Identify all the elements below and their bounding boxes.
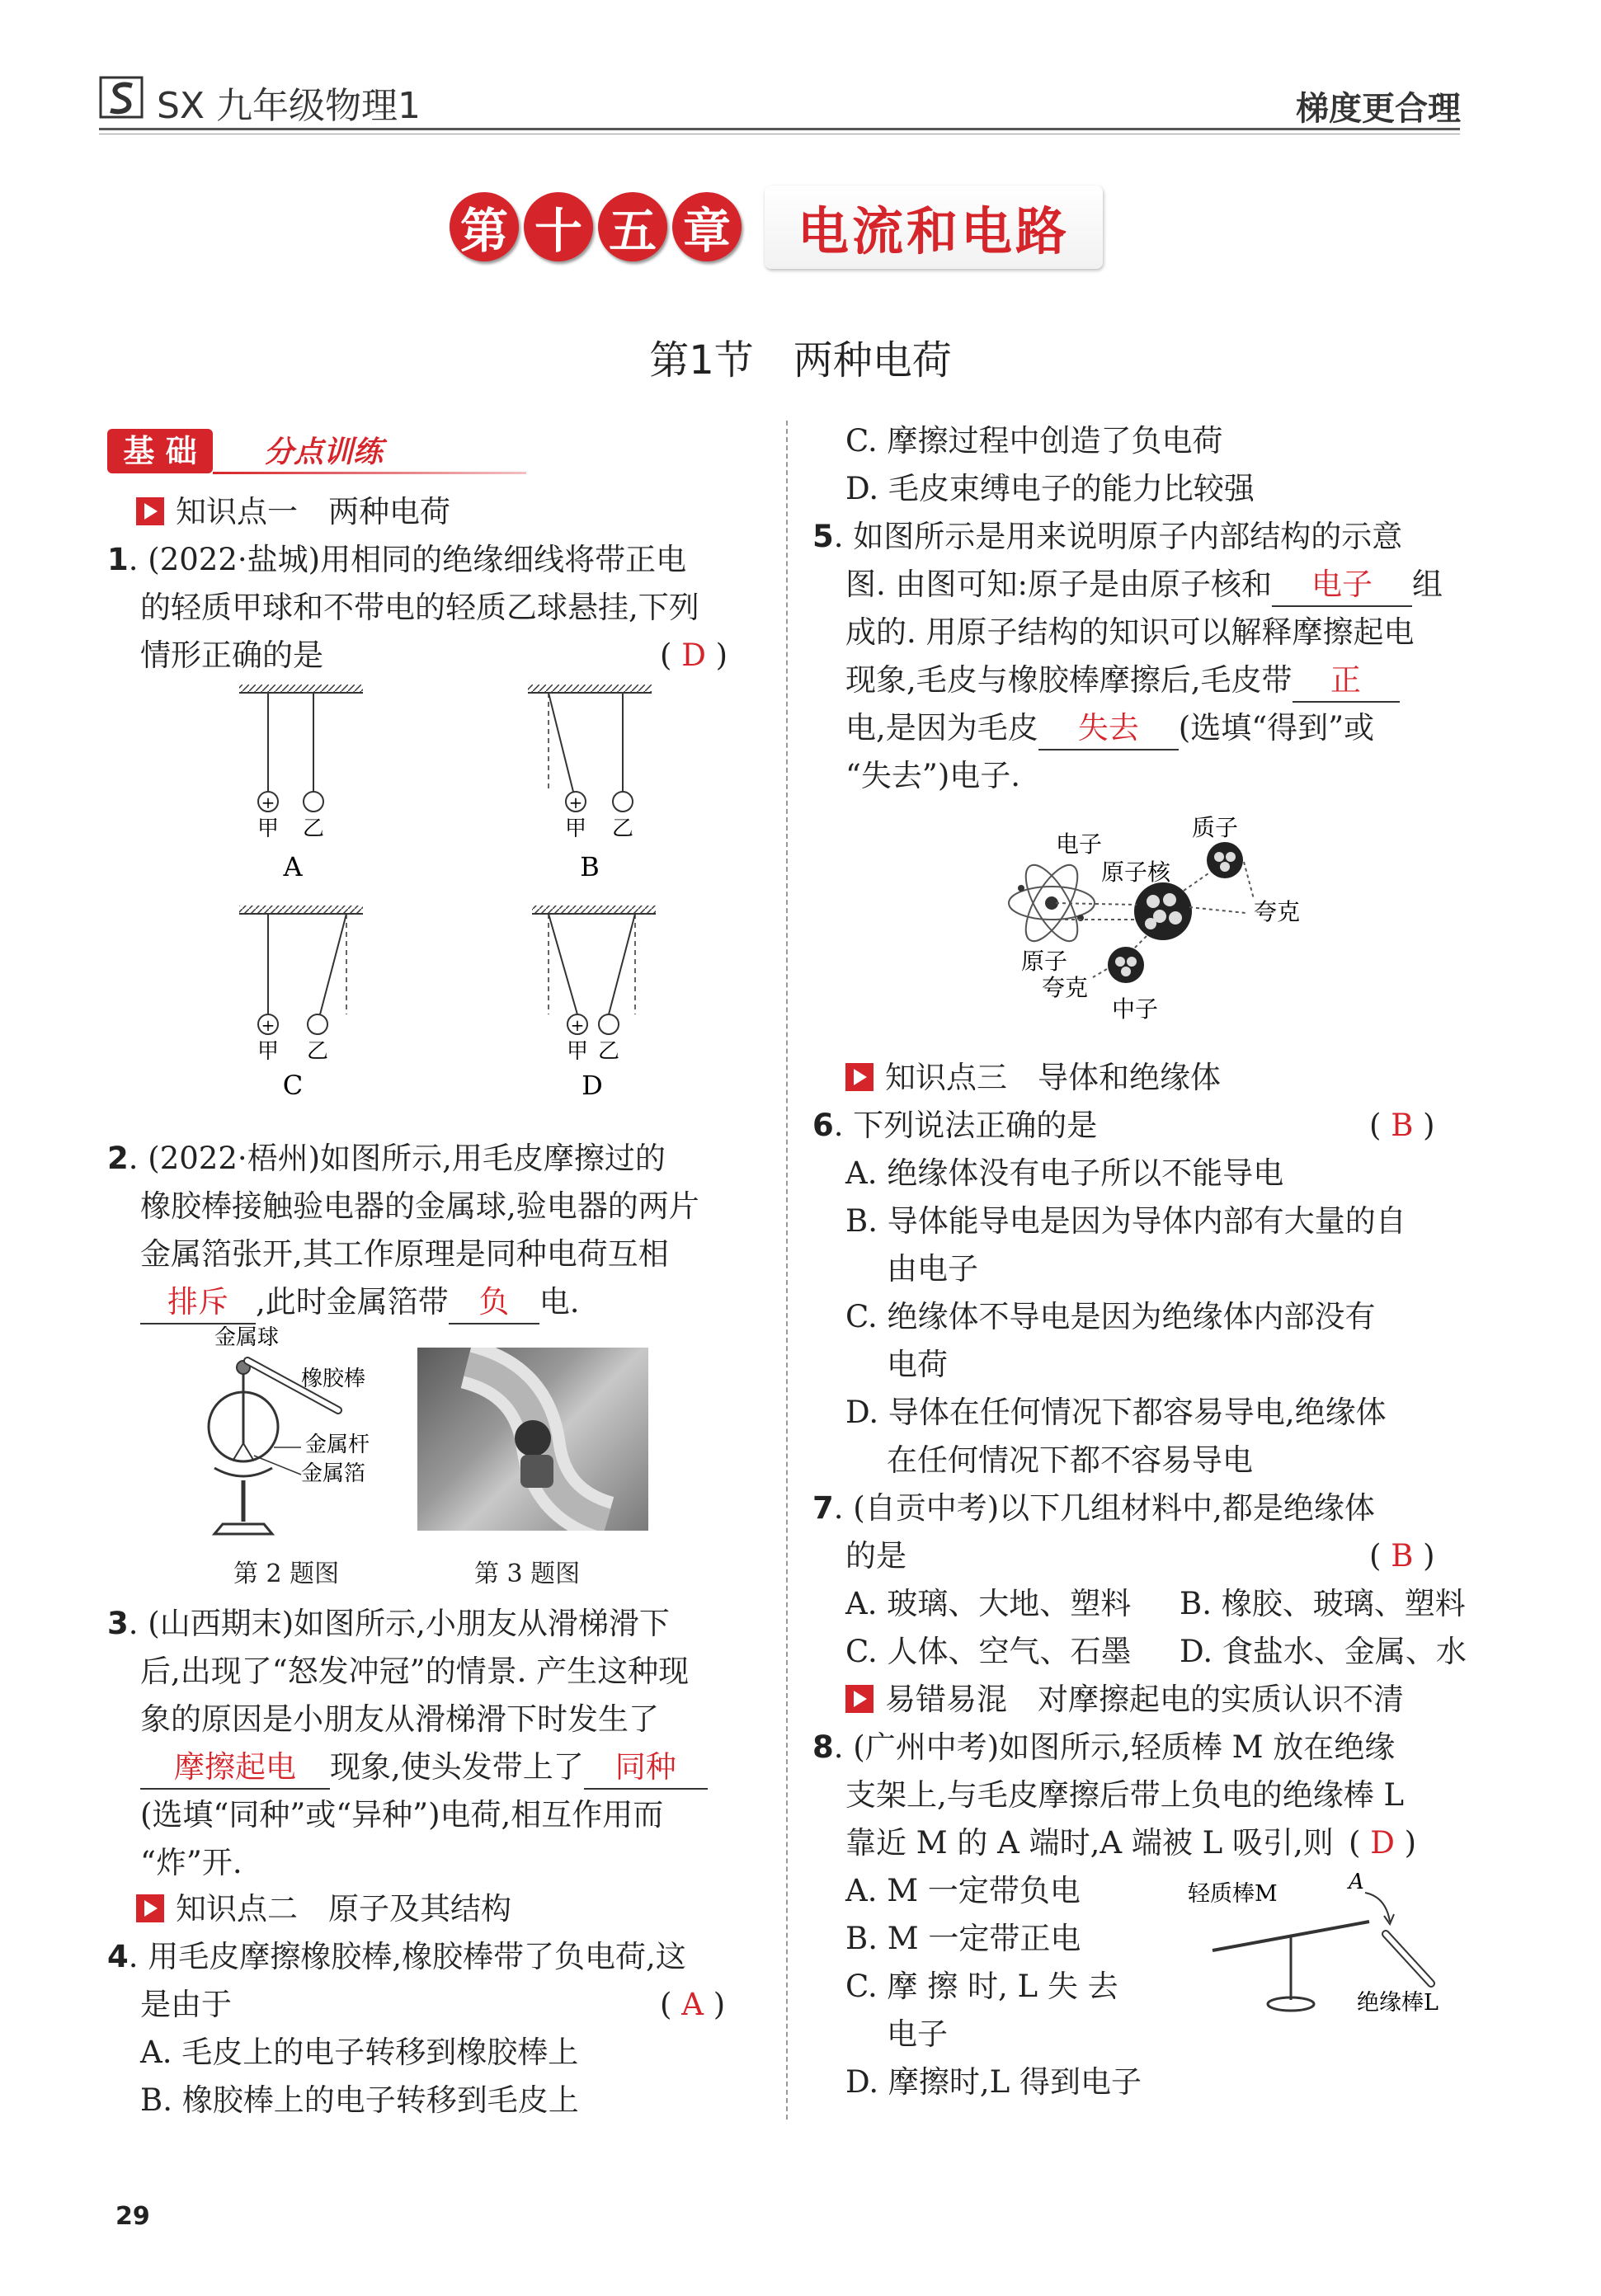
badge-rule bbox=[213, 472, 526, 474]
play-triangle-icon bbox=[136, 1894, 164, 1922]
q3-line-4: 摩擦起电 现象,使头发带上了 同种 bbox=[140, 1743, 708, 1791]
q3-blank-1[interactable]: 摩擦起电 bbox=[140, 1747, 330, 1790]
svg-text:电子: 电子 bbox=[1056, 830, 1103, 858]
svg-text:原子核: 原子核 bbox=[1101, 859, 1171, 886]
q2-line-2: 橡胶棒接触验电器的金属球,验电器的两片 bbox=[140, 1188, 699, 1224]
q3-line-3: 象的原因是小朋友从滑梯滑下时发生了 bbox=[140, 1701, 659, 1737]
q3-line-6: “炸”开. bbox=[140, 1845, 243, 1880]
book-slogan: 梯度更合理 bbox=[1296, 90, 1461, 128]
q8-line-2: 支架上,与毛皮摩擦后带上负电的绝缘棒 L bbox=[845, 1777, 1405, 1813]
q5-line-5: 电,是因为毛皮 失去 (选填“得到”或 bbox=[845, 704, 1374, 752]
q4-option-d: D. 毛皮束缚电子的能力比较强 bbox=[845, 471, 1255, 506]
atom-icon bbox=[1009, 858, 1095, 948]
q2-line-4: 排斥 ,此时金属箔带 负 电. bbox=[140, 1278, 580, 1326]
q3-caption: 第 3 题图 bbox=[474, 1560, 581, 1588]
q2-blank-2[interactable]: 负 bbox=[449, 1282, 539, 1324]
atom-structure-figure bbox=[998, 812, 1328, 1027]
q3-line-5: (选填“同种”或“异种”)电荷,相互作用而 bbox=[140, 1797, 664, 1833]
child-on-slide-image bbox=[417, 1348, 648, 1531]
q4-option-a: A. 毛皮上的电子转移到橡胶棒上 bbox=[140, 2035, 579, 2070]
q5-line-1: 5. 如图所示是用来说明原子内部结构的示意 bbox=[812, 519, 1403, 554]
q3-blank-2[interactable]: 同种 bbox=[584, 1747, 708, 1790]
svg-text:甲: 甲 bbox=[564, 816, 587, 841]
q7-option-b: B. 橡胶、玻璃、塑料 bbox=[1180, 1586, 1466, 1621]
svg-text:+: + bbox=[570, 1015, 585, 1035]
q7-option-a: A. 玻璃、大地、塑料 bbox=[845, 1586, 1132, 1621]
svg-text:乙: 乙 bbox=[611, 816, 634, 841]
q8-option-a: A. M 一定带负电 bbox=[845, 1873, 1081, 1908]
svg-text:绝缘棒L: 绝缘棒L bbox=[1357, 1990, 1439, 2016]
page-number: 29 bbox=[115, 2202, 150, 2231]
q7-option-d: D. 食盐水、金属、水 bbox=[1180, 1634, 1467, 1669]
svg-text:甲: 甲 bbox=[257, 816, 280, 841]
svg-text:乙: 乙 bbox=[302, 816, 325, 841]
q6-option-c-1: C. 绝缘体不导电是因为绝缘体内部没有 bbox=[845, 1299, 1376, 1334]
q2-line-1: 2. (2022·梧州)如图所示,用毛皮摩擦过的 bbox=[107, 1141, 666, 1176]
svg-text:夸克: 夸克 bbox=[1042, 974, 1089, 1001]
header-rule bbox=[99, 128, 1460, 130]
publisher-logo-icon bbox=[99, 74, 145, 120]
play-triangle-icon bbox=[845, 1063, 873, 1091]
svg-text:橡胶棒: 橡胶棒 bbox=[301, 1367, 366, 1391]
q7-line-1: 7. (自贡中考)以下几组材料中,都是绝缘体 bbox=[812, 1490, 1375, 1526]
play-triangle-icon bbox=[136, 497, 164, 525]
q8-line-1: 8. (广州中考)如图所示,轻质棒 M 放在绝缘 bbox=[812, 1729, 1396, 1765]
slide-photo bbox=[417, 1348, 648, 1531]
q4-line-1: 4. 用毛皮摩擦橡胶棒,橡胶棒带了负电荷,这 bbox=[107, 1939, 686, 1974]
svg-text:+: + bbox=[261, 1015, 275, 1035]
q6-answer: ( B ) bbox=[1369, 1108, 1435, 1143]
knowledge-point-1: 知识点一 两种电荷 bbox=[136, 488, 450, 536]
rod-attraction-figure bbox=[1180, 1868, 1460, 2025]
q8-line-3: 靠近 M 的 A 端时,A 端被 L 吸引,则 bbox=[845, 1825, 1334, 1861]
q5-blank-2[interactable]: 正 bbox=[1293, 660, 1400, 703]
svg-text:中子: 中子 bbox=[1112, 995, 1159, 1023]
q2-line-3: 金属箔张开,其工作原理是同种电荷互相 bbox=[140, 1236, 669, 1272]
q7-answer: ( B ) bbox=[1369, 1538, 1435, 1574]
svg-text:乙: 乙 bbox=[306, 1039, 329, 1064]
electroscope-figure bbox=[198, 1320, 429, 1550]
svg-text:B: B bbox=[580, 851, 600, 882]
play-triangle-icon bbox=[845, 1685, 873, 1713]
svg-text:金属球: 金属球 bbox=[214, 1325, 280, 1350]
q3-line-1: 3. (山西期末)如图所示,小朋友从滑梯滑下 bbox=[107, 1606, 670, 1641]
knowledge-point-3: 知识点三 导体和绝缘体 bbox=[845, 1054, 1221, 1102]
chapter-title: 电流和电路 bbox=[765, 186, 1103, 269]
chapter-char: 章 bbox=[672, 192, 742, 261]
svg-text:质子: 质子 bbox=[1192, 814, 1239, 841]
q4-option-b: B. 橡胶棒上的电子转移到毛皮上 bbox=[140, 2082, 579, 2118]
svg-text:乙: 乙 bbox=[597, 1039, 620, 1064]
level-subtitle: 分点训练 bbox=[264, 435, 384, 469]
q1-line-3: 情形正确的是 bbox=[140, 638, 323, 673]
q8-option-c-2: 电子 bbox=[887, 2016, 948, 2052]
q6-option-d-1: D. 导体在任何情况下都容易导电,绝缘体 bbox=[845, 1395, 1387, 1430]
q8-option-b: B. M 一定带正电 bbox=[845, 1921, 1081, 1956]
option-c-diagram bbox=[239, 906, 363, 1097]
chapter-banner bbox=[450, 186, 1103, 268]
q1-line-2: 的轻质甲球和不带电的轻质乙球悬挂,下列 bbox=[140, 590, 699, 625]
svg-text:甲: 甲 bbox=[257, 1039, 280, 1064]
q5-line-3: 成的. 用原子结构的知识可以解释摩擦起电 bbox=[845, 614, 1415, 650]
q5-blank-1[interactable]: 电子 bbox=[1272, 564, 1412, 607]
book-title: SX 九年级物理1 bbox=[157, 85, 421, 127]
q2-caption: 第 2 题图 bbox=[233, 1560, 340, 1588]
level-badge: 基 础 bbox=[107, 429, 213, 473]
q8-answer: ( D ) bbox=[1349, 1825, 1417, 1861]
option-a-diagram bbox=[239, 685, 363, 882]
q1-answer: ( D ) bbox=[660, 638, 728, 673]
q7-option-c: C. 人体、空气、石墨 bbox=[845, 1634, 1132, 1669]
q5-line-4: 现象,毛皮与橡胶棒摩擦后,毛皮带 正 bbox=[845, 656, 1400, 704]
svg-text:金属箔: 金属箔 bbox=[301, 1461, 366, 1486]
knowledge-point-2: 知识点二 原子及其结构 bbox=[136, 1885, 511, 1933]
column-divider bbox=[786, 421, 788, 2120]
svg-text:A: A bbox=[1349, 1870, 1364, 1894]
q4-line-2: 是由于 bbox=[140, 1987, 232, 2022]
svg-text:D: D bbox=[582, 1070, 603, 1097]
q3-line-2: 后,出现了“怒发冲冠”的情景. 产生这种现 bbox=[140, 1654, 690, 1689]
svg-text:金属杆: 金属杆 bbox=[305, 1433, 370, 1457]
q8-option-d: D. 摩擦时,L 得到电子 bbox=[845, 2064, 1142, 2100]
q1-line-1: 1. (2022·盐城)用相同的绝缘细线将带正电 bbox=[107, 542, 687, 577]
svg-text:+: + bbox=[568, 793, 583, 812]
q4-option-c: C. 摩擦过程中创造了负电荷 bbox=[845, 423, 1223, 459]
option-b-diagram bbox=[528, 685, 652, 882]
q6-line-1: 6. 下列说法正确的是 bbox=[812, 1108, 1098, 1143]
q4-answer: ( A ) bbox=[660, 1987, 726, 2022]
svg-text:甲: 甲 bbox=[566, 1039, 589, 1064]
q2-blank-1[interactable]: 排斥 bbox=[140, 1282, 256, 1324]
q5-line-6: “失去”)电子. bbox=[845, 758, 1021, 793]
q6-option-b-1: B. 导体能导电是因为导体内部有大量的自 bbox=[845, 1203, 1406, 1239]
svg-text:轻质棒M: 轻质棒M bbox=[1188, 1881, 1278, 1907]
q6-option-b-2: 由电子 bbox=[887, 1251, 978, 1287]
chapter-char: 五 bbox=[598, 192, 667, 261]
svg-text:C: C bbox=[282, 1070, 304, 1097]
q6-option-d-2: 在任何情况下都不容易导电 bbox=[887, 1442, 1253, 1478]
svg-text:A: A bbox=[283, 851, 303, 882]
q7-line-2: 的是 bbox=[845, 1538, 906, 1574]
option-d-diagram bbox=[532, 906, 656, 1097]
q8-option-c-1: C. 摩 擦 时, L 失 去 bbox=[845, 1969, 1118, 2004]
svg-text:夸克: 夸克 bbox=[1254, 898, 1301, 925]
q6-option-c-2: 电荷 bbox=[887, 1347, 948, 1382]
section-title: 第1节 两种电荷 bbox=[649, 337, 952, 383]
q5-blank-3[interactable]: 失去 bbox=[1038, 708, 1179, 750]
svg-text:原子: 原子 bbox=[1021, 948, 1068, 975]
q5-line-2: 图. 由图可知:原子是由原子核和 电子 组 bbox=[845, 561, 1443, 609]
svg-text:+: + bbox=[261, 793, 275, 812]
q1-pendulum-figure bbox=[223, 685, 726, 1097]
chapter-char: 第 bbox=[450, 192, 519, 261]
chapter-char: 十 bbox=[524, 192, 593, 261]
q6-option-a: A. 绝缘体没有电子所以不能导电 bbox=[845, 1155, 1284, 1191]
knowledge-point-4: 易错易混 对摩擦起电的实质认识不清 bbox=[845, 1676, 1404, 1724]
